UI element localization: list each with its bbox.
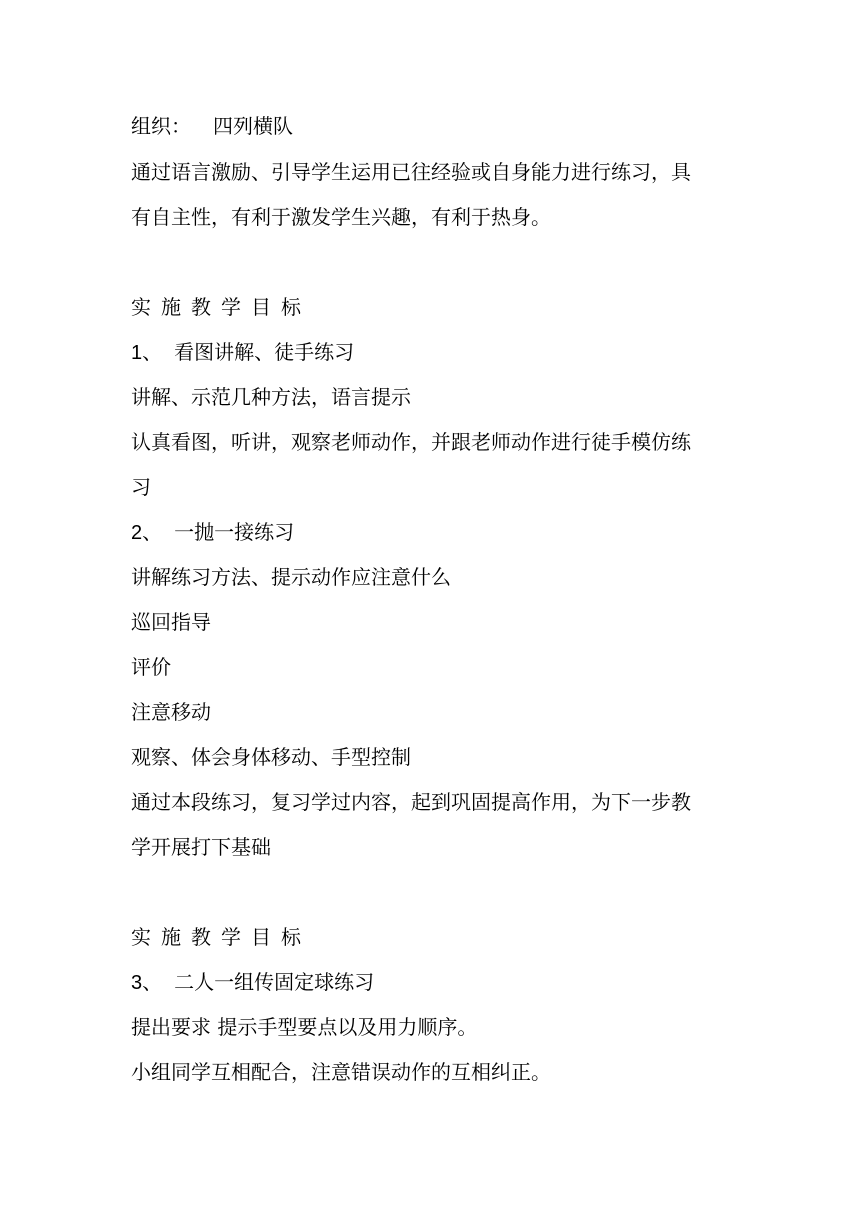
section-2-heading: 实施教学目标	[131, 925, 311, 949]
item-2-student-2: 观察、体会身体移动、手型控制	[131, 745, 411, 769]
item-3-teacher: 提出要求 提示手型要点以及用力顺序。	[131, 1015, 478, 1039]
item-2-number: 2、	[131, 522, 163, 544]
section-1-heading: 实施教学目标	[131, 295, 311, 319]
item-1-title-line	[131, 340, 354, 365]
item-3-title: 二人一组传固定球练习	[174, 970, 375, 994]
organization-value: 四列横队	[213, 114, 293, 138]
item-2-teacher-3: 评价	[131, 655, 171, 679]
item-2-title-line	[131, 520, 294, 545]
intro-line-1: 通过语言激励、引导学生运用已往经验或自身能力进行练习，具	[131, 160, 691, 184]
item-3-title-line	[131, 970, 374, 995]
item-1-teacher: 讲解、示范几种方法，语言提示	[131, 385, 411, 409]
item-2-teacher-2: 巡回指导	[131, 610, 211, 634]
item-2-goal-line-1: 通过本段练习，复习学过内容，起到巩固提高作用，为下一步教	[131, 790, 691, 814]
item-1-number: 1、	[131, 342, 163, 364]
item-1-student-line-1: 认真看图，听讲，观察老师动作，并跟老师动作进行徒手模仿练	[131, 430, 691, 454]
intro-line-2: 有自主性，有利于激发学生兴趣，有利于热身。	[131, 205, 551, 229]
organization-line	[131, 114, 293, 138]
item-3-number: 3、	[131, 972, 163, 994]
item-3-student: 小组同学互相配合，注意错误动作的互相纠正。	[131, 1060, 551, 1084]
item-1-student-line-2: 习	[131, 475, 151, 499]
item-2-title: 一抛一接练习	[174, 520, 295, 544]
item-2-student-1: 注意移动	[131, 700, 211, 724]
organization-label: 组织：	[131, 114, 191, 138]
item-2-teacher-1: 讲解练习方法、提示动作应注意什么	[131, 565, 451, 589]
item-2-goal-line-2: 学开展打下基础	[131, 835, 271, 859]
item-1-title: 看图讲解、徒手练习	[174, 340, 355, 364]
